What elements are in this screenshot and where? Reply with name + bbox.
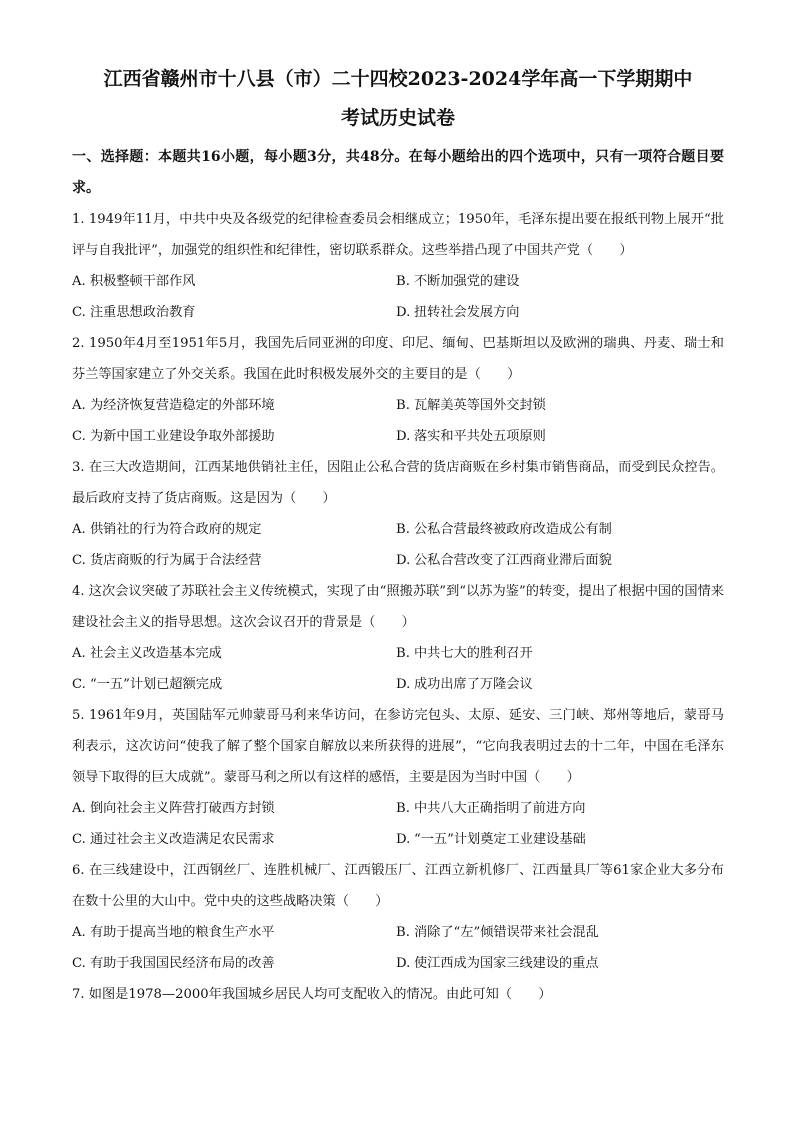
option-d[interactable]: [396, 297, 724, 328]
option-label: C.: [72, 553, 86, 568]
option-text: 扭转社会发展方向: [414, 305, 520, 320]
option-b[interactable]: [396, 917, 724, 948]
option-label: C.: [72, 305, 86, 320]
option-text: 积极整顿干部作风: [90, 274, 196, 289]
option-label: B.: [396, 274, 410, 289]
question-5: [72, 700, 724, 855]
option-label: A.: [72, 274, 86, 289]
option-text: 有助于提高当地的粮食生产水平: [90, 925, 275, 940]
option-d[interactable]: [396, 669, 724, 700]
option-c[interactable]: [72, 669, 396, 700]
option-grid: [72, 390, 724, 452]
option-text: 为新中国工业建设争取外部援助: [90, 429, 275, 444]
option-text: 中共八大正确指明了前进方向: [414, 801, 586, 816]
option-text: 中共七大的胜利召开: [414, 646, 533, 661]
option-a[interactable]: [72, 266, 396, 297]
option-c[interactable]: [72, 948, 396, 979]
question-stem: 4. 这次会议突破了苏联社会主义传统模式，实现了由“照搬苏联”到“以苏为鉴”的转变，提出了根据中国的国情来建设社会主义的指导思想。这次会议召开的背景是（ ）: [72, 584, 724, 630]
option-a[interactable]: [72, 638, 396, 669]
question-stem: 2. 1950年4月至1951年5月，我国先后同亚洲的印度、印尼、缅甸、巴基斯坦以及欧洲的瑞典、丹麦、瑞士和芬兰等国家建立了外交关系。我国在此时积极发展外交的主要目的是（ ）: [72, 336, 724, 382]
option-text: 公私合营最终被政府改造成公有制: [414, 522, 612, 537]
option-label: B.: [396, 522, 410, 537]
option-d[interactable]: [396, 545, 724, 576]
option-a[interactable]: [72, 514, 396, 545]
option-label: A.: [72, 646, 86, 661]
option-label: A.: [72, 925, 86, 940]
option-text: 落实和平共处五项原则: [414, 429, 546, 444]
question-stem: 7. 如图是1978—2000年我国城乡居民人均可支配收入的情况。由此可知（ ）: [72, 987, 552, 1002]
option-d[interactable]: [396, 421, 724, 452]
question-stem: 5. 1961年9月，英国陆军元帅蒙哥马利来华访问，在参访完包头、太原、延安、三门峡、郑州等地后，蒙哥马利表示，这次访问“使我了解了整个国家自解放以来所获得的进展”，“它向我表明过去的十二年，中国在毛泽东领导下取得的巨大成就”。蒙哥马利之所以有这样的感悟，主要是因为当时中国（ ）: [72, 708, 724, 785]
option-label: D.: [396, 553, 411, 568]
question-stem: 6. 在三线建设中，江西钢丝厂、连胜机械厂、江西锻压厂、江西立新机修厂、江西量具厂等61家企业大多分布在数十公里的大山中。党中央的这些战略决策（ ）: [72, 863, 724, 909]
option-b[interactable]: [396, 514, 724, 545]
option-b[interactable]: [396, 638, 724, 669]
option-label: C.: [72, 956, 86, 971]
exam-page: [72, 58, 724, 1010]
option-text: 瓦解美英等国外交封锁: [414, 398, 546, 413]
question-list: [72, 204, 724, 1010]
option-text: 为经济恢复营造稳定的外部环境: [90, 398, 275, 413]
option-text: 注重思想政治教育: [90, 305, 196, 320]
option-grid: [72, 638, 724, 700]
question-6: [72, 855, 724, 979]
question-stem: 1. 1949年11月，中共中央及各级党的纪律检查委员会相继成立；1950年，毛泽东提出要在报纸刊物上展开“批评与自我批评”，加强党的组织性和纪律性，密切联系群众。这些举措凸现了中国共产党（ ）: [72, 212, 724, 258]
option-text: 有助于我国国民经济布局的改善: [90, 956, 275, 971]
option-text: 社会主义改造基本完成: [90, 646, 222, 661]
question-1: [72, 204, 724, 328]
option-label: D.: [396, 677, 411, 692]
option-label: A.: [72, 801, 86, 816]
question-stem: 3. 在三大改造期间，江西某地供销社主任，因阻止公私合营的货店商贩在乡村集市销售商品，而受到民众控告。最后政府支持了货店商贩。这是因为（ ）: [72, 460, 724, 506]
option-text: “一五”计划奠定工业建设基础: [414, 832, 586, 847]
option-grid: [72, 514, 724, 576]
option-b[interactable]: [396, 793, 724, 824]
option-label: C.: [72, 832, 86, 847]
option-a[interactable]: [72, 390, 396, 421]
option-label: D.: [396, 305, 411, 320]
option-label: C.: [72, 429, 86, 444]
option-a[interactable]: [72, 793, 396, 824]
question-7: [72, 979, 724, 1010]
option-grid: [72, 266, 724, 328]
option-d[interactable]: [396, 948, 724, 979]
option-a[interactable]: [72, 917, 396, 948]
option-label: B.: [396, 646, 410, 661]
exam-title-line2: 考试历史试卷: [340, 107, 455, 129]
option-text: 使江西成为国家三线建设的重点: [414, 956, 599, 971]
option-grid: [72, 793, 724, 855]
option-label: D.: [396, 832, 411, 847]
option-label: D.: [396, 429, 411, 444]
question-3: [72, 452, 724, 576]
option-text: 公私合营改变了江西商业滞后面貌: [414, 553, 612, 568]
option-c[interactable]: [72, 421, 396, 452]
option-c[interactable]: [72, 545, 396, 576]
option-text: 消除了“左”倾错误带来社会混乱: [414, 925, 599, 940]
question-2: [72, 328, 724, 452]
option-text: 货店商贩的行为属于合法经营: [90, 553, 262, 568]
option-text: 成功出席了万隆会议: [414, 677, 533, 692]
option-label: C.: [72, 677, 86, 692]
option-c[interactable]: [72, 824, 396, 855]
option-label: A.: [72, 522, 86, 537]
option-d[interactable]: [396, 824, 724, 855]
option-text: 不断加强党的建设: [414, 274, 520, 289]
exam-title-line1: 江西省赣州市十八县（市）二十四校2023-2024学年高一下学期期中: [103, 68, 693, 90]
option-b[interactable]: [396, 390, 724, 421]
option-label: A.: [72, 398, 86, 413]
option-text: 通过社会主义改造满足农民需求: [90, 832, 275, 847]
option-label: B.: [396, 398, 410, 413]
option-text: 倒向社会主义阵营打破西方封锁: [90, 801, 275, 816]
option-label: B.: [396, 925, 410, 940]
option-grid: [72, 917, 724, 979]
option-c[interactable]: [72, 297, 396, 328]
option-text: 供销社的行为符合政府的规定: [90, 522, 262, 537]
option-text: “一五”计划已超额完成: [90, 677, 223, 692]
section-heading: 一、选择题：本题共16小题，每小题3分，共48分。在每小题给出的四个选项中，只有一项符合题目要求。: [72, 149, 724, 196]
question-4: [72, 576, 724, 700]
option-b[interactable]: [396, 266, 724, 297]
option-label: B.: [396, 801, 410, 816]
option-label: D.: [396, 956, 411, 971]
